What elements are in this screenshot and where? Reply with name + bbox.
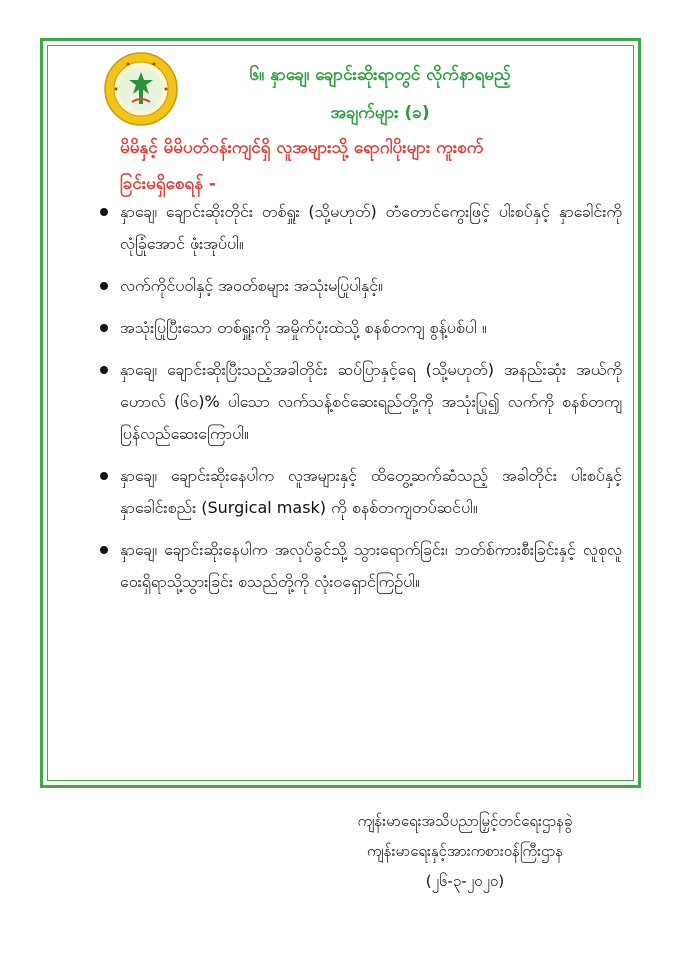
list-item: [92, 460, 622, 524]
bullet-icon: [100, 324, 108, 332]
list-item: [92, 196, 622, 260]
bullet-icon: [100, 472, 108, 480]
list-item: [92, 534, 622, 598]
subtitle-line-1: မိမိနှင့် မိမိပတ်ဝန်းကျင်ရှိ လူအများသို့ ရောဂါပိုးများ ကူးစက်: [120, 138, 484, 158]
bullet-icon: [100, 282, 108, 290]
bullet-icon: [100, 366, 108, 374]
notice-title: [190, 56, 570, 132]
ministry-seal-icon: [104, 52, 178, 126]
footer-date: (၂၆-၃-၂၀၂၀): [425, 872, 505, 890]
list-item: [92, 270, 622, 302]
guideline-list: [92, 196, 622, 608]
notice-subtitle: [120, 130, 620, 202]
list-item-text: လက်ကိုင်ပဝါနှင့် အဝတ်စများ အသုံးမပြုပါနှင့်။: [120, 276, 383, 295]
title-line-1: ၆။ နှာချေ၊ ချောင်းဆိုးရာတွင် လိုက်နာရမည့်: [249, 65, 511, 85]
list-item-text: နှာချေ၊ ချောင်းဆိုးပြီးသည့်အခါတိုင်း ဆပ်ပြာနှင့်ရေ (သို့မဟုတ်) အနည်းဆုံး အယ်ကိုဟောလ် (၆၀)% ပါသော လက်သန့်စင်ဆေးရည်တို့ကို အသုံးပြု၍ လက်ကို စနစ်တကျ ပြန်လည်ဆေးကြောပါ။: [120, 360, 622, 443]
list-item-text: အသုံးပြုပြီးသော တစ်ရှူးကို အမှိုက်ပုံးထဲသို့ စနစ်တကျ စွန့်ပစ်ပါ ။: [120, 318, 487, 337]
bullet-icon: [100, 546, 108, 554]
footer-ministry: ကျန်းမာရေးနှင့်အားကစားဝန်ကြီးဌာန: [366, 842, 564, 860]
issuer-footer: [300, 806, 630, 896]
subtitle-line-2: ခြင်းမရှိစေရန် -: [120, 174, 216, 194]
list-item: [92, 312, 622, 344]
list-item: [92, 354, 622, 450]
list-item-text: နှာချေ၊ ချောင်းဆိုးနေပါက လူအများနှင့် ထိတွေ့ဆက်ဆံသည့် အခါတိုင်း ပါးစပ်နှင့်နှာခေါင်းစည်း (Surgical mask) ကို စနစ်တကျတပ်ဆင်ပါ။: [120, 466, 622, 517]
title-line-2: အချက်များ (ခ): [330, 103, 430, 123]
list-item-text: နှာချေ၊ ချောင်းဆိုးတိုင်း တစ်ရှူး (သို့မဟုတ်) တံတောင်ကွေးဖြင့် ပါးစပ်နှင့် နှာခေါင်းကို လုံခြုံအောင် ဖုံးအုပ်ပါ။: [120, 202, 622, 253]
footer-department: ကျန်းမာရေးအသိပညာမြှင့်တင်ရေးဌာနခွဲ: [357, 812, 573, 830]
ministry-seal-logo: [104, 52, 178, 126]
bullet-icon: [100, 208, 108, 216]
list-item-text: နှာချေ၊ ချောင်းဆိုးနေပါက အလုပ်ခွင်သို့ သွားရောက်ခြင်း၊ ဘတ်စ်ကားစီးခြင်းနှင့် လူစုလူဝေးရှိရာသို့သွားခြင်း စသည်တို့ကို လုံးဝရှောင်ကြဉ်ပါ။: [120, 540, 622, 591]
